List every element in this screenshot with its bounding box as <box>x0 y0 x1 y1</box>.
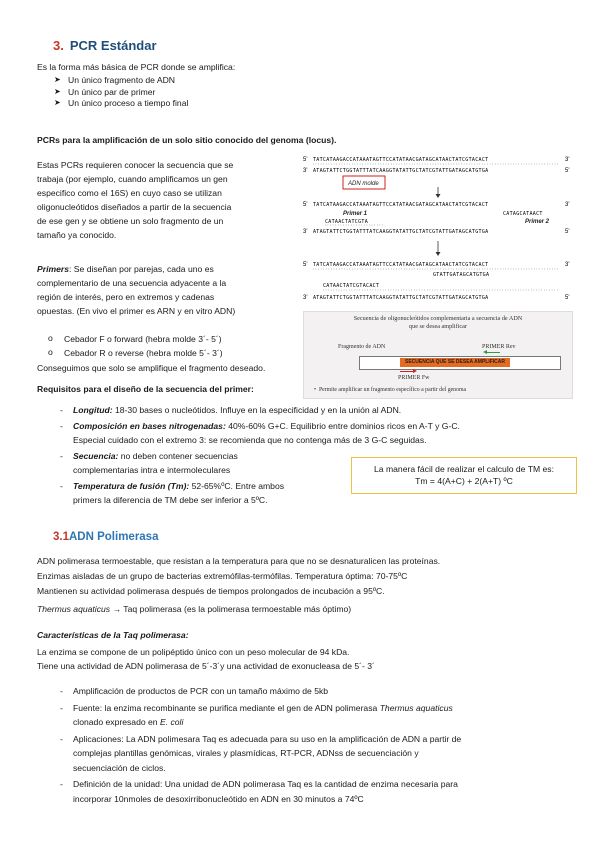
para-line: : Se diseñan por parejas, cada uno es <box>69 264 214 274</box>
tm-formula: Tm = 4(A+C) + 2(A+T) ºC <box>415 475 513 486</box>
primer1-label: Primer 1 <box>343 211 368 217</box>
para-locus <box>37 158 302 242</box>
primer-fw-label: PRIMER Fw <box>398 375 430 381</box>
primer-fw-arrowhead <box>413 369 417 373</box>
para-primers <box>37 262 307 318</box>
intro-text: Es la forma más básica de PCR donde se amplifica: <box>37 62 236 72</box>
diagram-title <box>304 315 572 330</box>
thermus-text: → Taq polimerasa (es la polimerasa termoestable más óptimo) <box>110 604 352 614</box>
primer1-seq: CATAACTATCGTA <box>325 219 369 225</box>
strand-end-label: 3' <box>565 262 570 268</box>
para-line: trabaja (por ejemplo, cuando amplificamos un gen <box>37 174 228 184</box>
para-line: Estas PCRs requieren conocer la secuencia que se <box>37 160 234 170</box>
primers-after: Conseguimos que solo se amplifique el fragmento deseado. <box>37 363 266 373</box>
primer-rev-arrowhead <box>483 350 487 354</box>
strand-end-label: 5' <box>303 202 308 208</box>
para-line: de ese gen y se obtiene un solo fragmento de un <box>37 216 224 226</box>
fragment-label: Fragmento de ADN <box>338 344 386 350</box>
req-term: Longitud: <box>73 405 113 415</box>
req-text: 40%-60% G+C. Equilibrio entre dominios ricos en A-T y G-C. <box>225 421 460 431</box>
strand-end-label: 3' <box>565 157 570 163</box>
req-text: no deben contener secuencias <box>118 451 238 461</box>
taq-list <box>57 684 567 808</box>
list-item: ➤ Un único proceso a tiempo final <box>52 98 352 110</box>
list-item <box>57 732 567 776</box>
strand-end-label: 5' <box>303 262 308 268</box>
subsection-number: 3.1 <box>53 531 69 543</box>
diagram-bullet-text: Permite amplificar un fragmento específico a partir del genoma <box>318 387 467 393</box>
list-item <box>57 684 567 699</box>
req-text: primers la diferencia de TM debe ser inferior a 5ºC. <box>73 495 268 505</box>
polimerasa-paragraph <box>37 554 577 599</box>
template-top-strand: TATCATAAGACCATAAATAGTTCCATATAACGATAGCATAACTATCGTACACT <box>313 262 489 268</box>
para-line: Mantienen su actividad polimerasa después de tiempos prolongados de incubación a 95ºC. <box>37 586 385 596</box>
taq-heading: Características de la Taq polimerasa: <box>37 630 189 640</box>
species-name: Thermus aquaticus <box>37 604 111 614</box>
para-line: opuestas. (En vivo el primer es ARN y en vitro ADN) <box>37 306 236 316</box>
strand-end-label: 5' <box>565 168 570 174</box>
thermus-line <box>37 604 577 616</box>
tm-formula-box <box>351 457 577 494</box>
species-name: Thermus aquaticus <box>379 702 453 713</box>
list-item <box>57 777 567 806</box>
list-item <box>57 419 567 447</box>
list-item: o Cebador R o reverse (hebra molde 5´- 3´) <box>42 346 292 360</box>
section-number: 3. <box>53 38 64 53</box>
para-line: oligonucleótidos diseñados a partir de la secuencia <box>37 202 232 212</box>
primer-rev-arrow <box>486 352 500 353</box>
list-text: incorporar 10nmoles de desoxirribonucleótido en ADN en 30 minutos a 74ºC <box>73 793 364 804</box>
template-top-strand: TATCATAAGACCATAAATAGTTCCATATAACGATAGCATAACTATCGTACACT <box>313 157 489 163</box>
strand-end-label: 3' <box>303 295 308 301</box>
strand-end-label: 3' <box>565 202 570 208</box>
adn-molde-label: ADN molde <box>348 181 379 187</box>
para-line: ADN polimerasa termoestable, que resistan a la temperatura para que no se desnaturalicen las proteínas. <box>37 556 441 566</box>
taq-paragraph <box>37 645 577 673</box>
list-item: o Cebador F o forward (hebra molde 3´- 5´) <box>42 332 292 346</box>
strand-end-label: 3' <box>303 168 308 174</box>
template-bottom-strand: ATAGTATTCTGGTATTTATCAAGGTATATTGCTATCGTATTGATAGCATGTGA <box>313 229 489 235</box>
diagram-title-line: Secuencia de oligonucleótidos complementaria a secuencia de ADN <box>353 315 523 322</box>
req-term: Secuencia: <box>73 451 119 461</box>
req-term: Temperatura de fusión (Tm): <box>73 481 190 491</box>
amplify-region: SECUENCIA QUE SE DESEA AMPLIFICAR <box>400 358 510 367</box>
list-item <box>57 701 567 730</box>
para-line: complementario de una secuencia adyacente a la <box>37 278 227 288</box>
list-item: ➤ Un único fragmento de ADN <box>52 75 352 87</box>
list-text: clonado expresado en <box>73 717 160 727</box>
primer-fw-arrow <box>400 371 414 372</box>
para-line: Enzimas aisladas de un grupo de bacterias extremófilas-termófilas. Temperatura óptima: 70-75ºC <box>37 571 408 581</box>
subheading: PCRs para la amplificación de un solo sitio conocido del genoma (locus). <box>37 135 337 145</box>
strand-end-label: 5' <box>565 295 570 301</box>
template-top-strand: TATCATAAGACCATAAATAGTTCCATATAACGATAGCATAACTATCGTACACT <box>313 202 489 208</box>
requisitos-heading: Requisitos para el diseño de la secuencia del primer: <box>37 384 254 394</box>
list-text: Fuente: la enzima recombinante se purifica mediante el gen de ADN polimerasa <box>73 702 380 713</box>
subsection-heading <box>53 530 158 546</box>
step-arrow-head <box>436 252 441 256</box>
list-text: secuenciación de ciclos. <box>73 762 166 773</box>
list-text: Definición de la unidad: Una unidad de ADN polimerasa Taq es la cantidad de enzima necesaria para <box>73 779 458 789</box>
list-text: complejas plantillas genómicas, virales y plasmídicas, RT-PCR, ADNss de secuenciación y <box>73 748 419 758</box>
primer-rev-label: PRIMER Rev <box>482 344 516 350</box>
list-item <box>57 479 343 507</box>
section-heading <box>53 37 157 55</box>
pcr-sequence-diagram <box>303 153 573 313</box>
diagram-bullet: • Permite amplificar un fragmento específico a partir del genoma <box>314 387 467 393</box>
tm-box-line: La manera fácil de realizar el calculo de TM es: <box>374 464 554 474</box>
extended-strand: GTATTGATAGCATGTGA <box>433 272 490 278</box>
primer2-seq: CATAGCATAACT <box>503 211 543 217</box>
list-item <box>57 449 313 477</box>
strand-end-label: 5' <box>303 157 308 163</box>
strand-end-label: 3' <box>303 229 308 235</box>
section-title: PCR Estándar <box>69 38 157 53</box>
para-line: Tiene una actividad de ADN polimerasa de 5´-3´y una actividad de exonucleasa de 5´- 3´ <box>37 661 375 671</box>
amplification-diagram <box>303 311 573 399</box>
req-text: 18-30 bases o nucleótidos. Influye en la especificidad y en la unión al ADN. <box>112 405 402 415</box>
para-line: región de interés, pero en extremos y cadenas <box>37 292 215 302</box>
req-text: complementarias intra e intermoleculares <box>73 465 231 475</box>
list-item <box>57 403 567 417</box>
para-line: especifico como el 16S) en cuyo caso se utilizan <box>37 188 222 198</box>
strand-end-label: 5' <box>565 229 570 235</box>
diagram-title-line: que se desea amplificar <box>409 322 467 330</box>
para-line: tamaño ya conocido. <box>37 230 117 240</box>
req-text: Especial cuidado con el extremo 3: se recomienda que no contenga más de 3 G-C seguidas. <box>73 435 427 445</box>
primer2-label: Primer 2 <box>525 219 550 225</box>
primers-term: Primers <box>37 264 70 274</box>
para-line: La enzima se compone de un polipéptido único con un peso molecular de 94 kDa. <box>37 647 350 657</box>
list-text: Amplificación de productos de PCR con un tamaño máximo de 5kb <box>73 686 329 696</box>
subsection-title: ADN Polimerasa <box>69 531 159 543</box>
template-bottom-strand: ATAGTATTCTGGTATTTATCAAGGTATATTGCTATCGTATTGATAGCATGTGA <box>313 168 489 174</box>
step-arrow-head <box>436 194 441 198</box>
extended-primer: CATAACTATCGTACACT <box>323 283 380 289</box>
req-term: Composición en bases nitrogenadas: <box>73 421 226 431</box>
species-name: E. coli <box>159 717 184 727</box>
primer-types-list <box>42 332 292 360</box>
list-text: Aplicaciones: La ADN polimesara Taq es adecuada para su uso en la amplificación de ADN a partir de <box>73 733 462 744</box>
list-item: ➤ Un único par de primer <box>52 87 352 99</box>
template-bottom-strand: ATAGTATTCTGGTATTTATCAAGGTATATTGCTATCGTATTGATAGCATGTGA <box>313 295 489 301</box>
req-text: 52-65%ºC. Entre ambos <box>189 481 285 491</box>
amplify-list <box>52 75 352 110</box>
